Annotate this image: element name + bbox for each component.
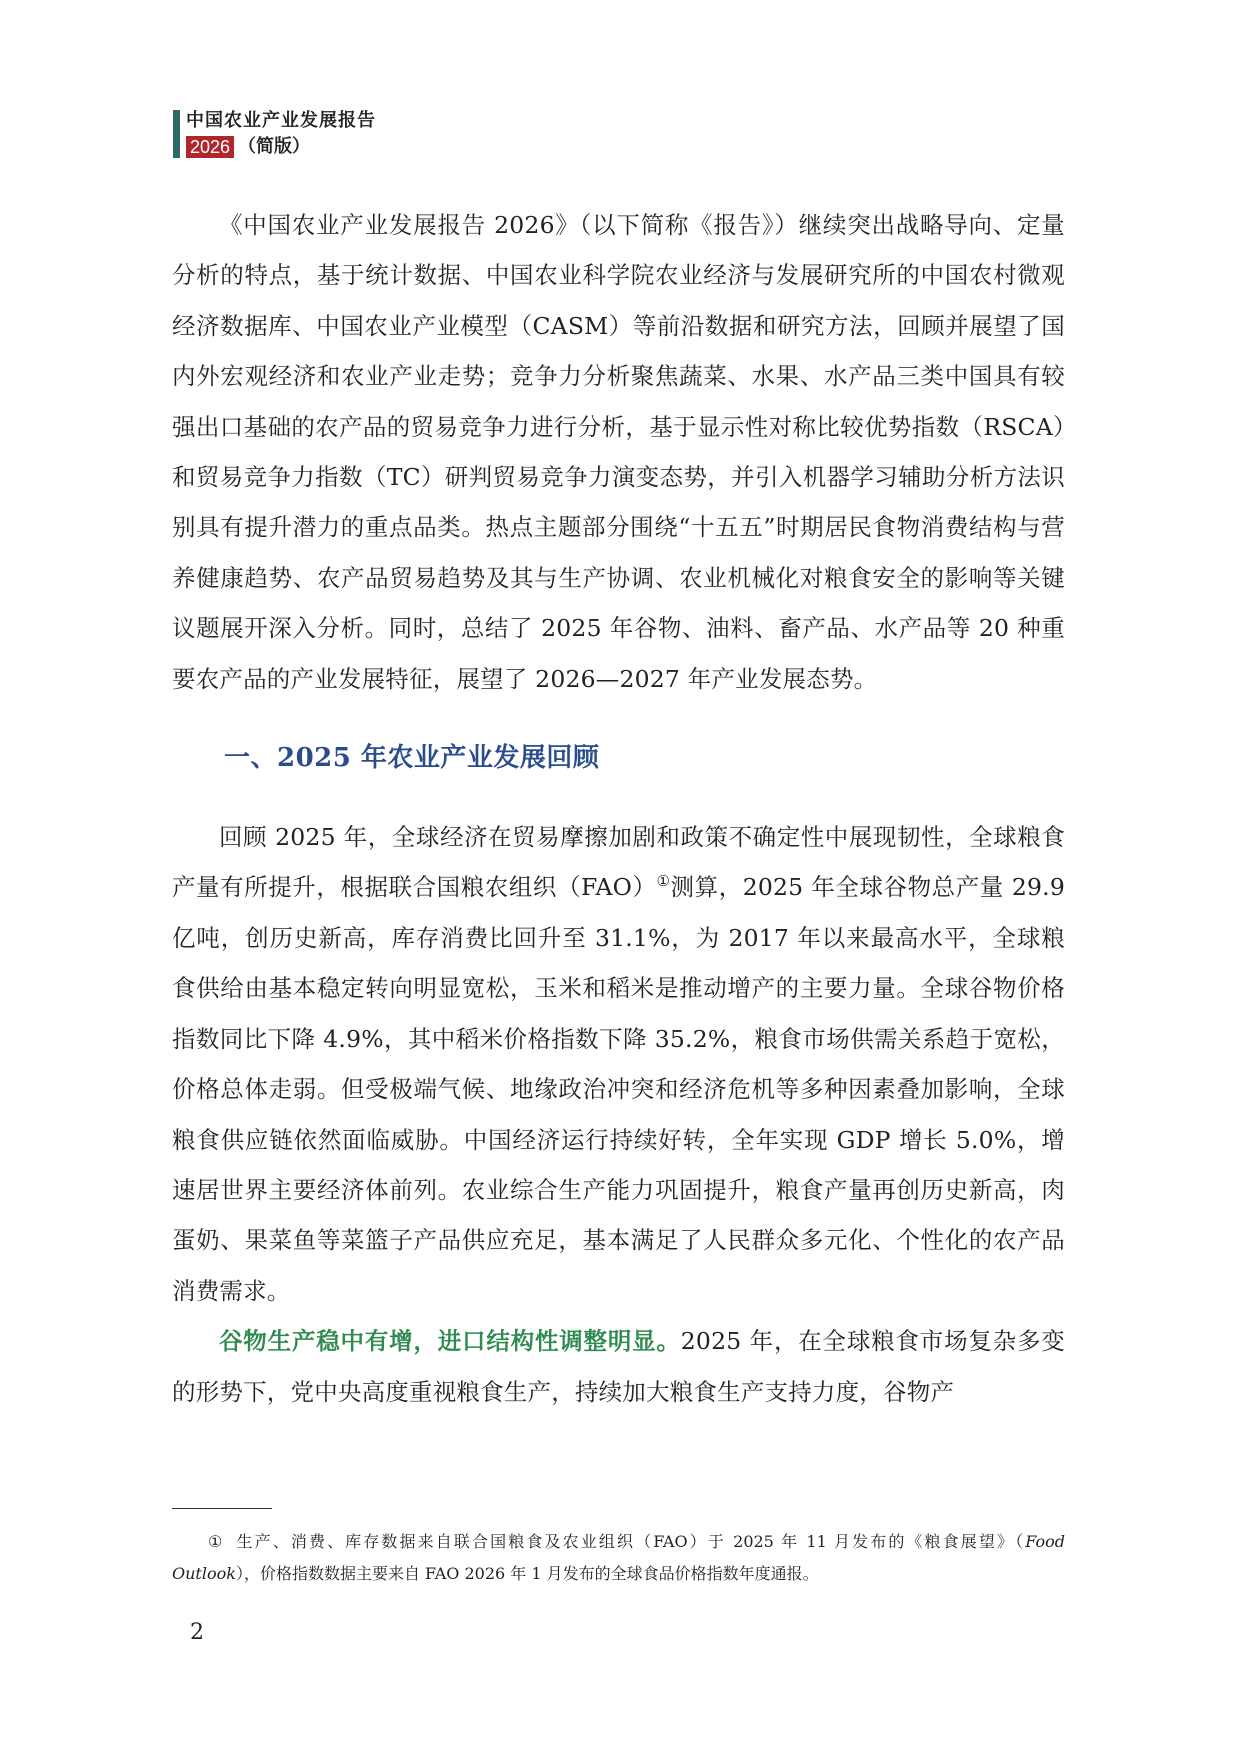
intro-paragraph: 《中国农业产业发展报告 2026》（以下简称《报告》）继续突出战略导向、定量分析的特点，基于统计数据、中国农业科学院农业经济与发展研究所的中国农村微观经济数据库、中国农业产业模型（CASM）等前沿数据和研究方法，回顾并展望了国内外宏观经济和农业产业走势；竞争力分析聚焦蔬菜、水果、水产品三类中国具有较强出口基础的农产品的贸易竞争力进行分析，基于显示性对称比较优势指数（RSCA）和贸易竞争力指数（TC）研判贸易竞争力演变态势，并引入机器学习辅助分析方法识别具有提升潜力的重点品类。热点主题部分围绕“十五五”时期居民食物消费结构与营养健康趋势、农产品贸易趋势及其与生产协调、农业机械化对粮食安全的影响等关键议题展开深入分析。同时，总结了 2025 年谷物、油料、畜产品、水产品等 20 种重要农产品的产业发展特征，展望了 2026—2027 年产业发展态势。 xyxy=(172,211,1065,693)
footnote xyxy=(172,1526,1065,1590)
edition-label: （简版） xyxy=(238,136,311,157)
footnote-text-end: ），价格指数数据主要来自 FAO 2026 年 1 月发布的全球食品价格指数年度通报。 xyxy=(235,1564,819,1583)
footnote-divider xyxy=(172,1508,272,1509)
review-paragraph xyxy=(172,812,1065,1316)
review-text-end: 测算，2025 年全球谷物总产量 29.9 亿吨，创历史新高，库存消费比回升至 31.1%，为 2017 年以来最高水平，全球粮食供给由基本稳定转向明显宽松，玉米和稻米是推动增产的主要力量。全球谷物价格指数同比下降 4.9%，其中稻米价格指数下降 35.2%，粮食市场供需关系趋于宽松，价格总体走弱。但受极端气候、地缘政治冲突和经济危机等多种因素叠加影响，全球粮食供应链依然面临威胁。中国经济运行持续好转，全年实现 GDP 增长 5.0%，增速居世界主要经济体前列。农业综合生产能力巩固提升，粮食产量再创历史新高，肉蛋奶、果菜鱼等菜篮子产品供应充足，基本满足了人民群众多元化、个性化的农产品消费需求。 xyxy=(172,873,1065,1305)
grain-highlight: 谷物生产稳中有增，进口结构性调整明显。 xyxy=(219,1327,681,1356)
grain-text: 2025 年，在全球粮食市场复杂多变的形势下，党中央高度重视粮食生产，持续加大粮食生产支持力度，谷物产 xyxy=(172,1327,1065,1406)
review-text-start: 回顾 2025 年，全球经济在贸易摩擦加剧和政策不确定性中展现韧性，全球粮食产量有所提升，根据联合国粮农组织（FAO） xyxy=(172,823,1065,902)
footnote-text-start: 生产、消费、库存数据来自联合国粮食及农业组织（FAO）于 2025 年 11 月发布的《粮食展望》（ xyxy=(236,1532,1026,1551)
running-header xyxy=(173,110,376,158)
grain-paragraph xyxy=(172,1316,1065,1417)
body-text xyxy=(172,200,1065,1417)
footnote-mark: ① xyxy=(208,1532,225,1551)
header-accent-bar xyxy=(173,110,180,158)
footnote-italic-title: Food Outlook xyxy=(172,1532,1065,1583)
section-heading: 一、2025 年农业产业发展回顾 xyxy=(224,743,600,774)
report-title: 中国农业产业发展报告 xyxy=(186,110,376,131)
header-edition-line xyxy=(186,136,376,158)
year-badge: 2026 xyxy=(186,136,234,158)
header-text xyxy=(186,110,376,158)
footnote-reference[interactable]: ① xyxy=(656,872,671,891)
page-number: 2 xyxy=(190,1620,204,1645)
